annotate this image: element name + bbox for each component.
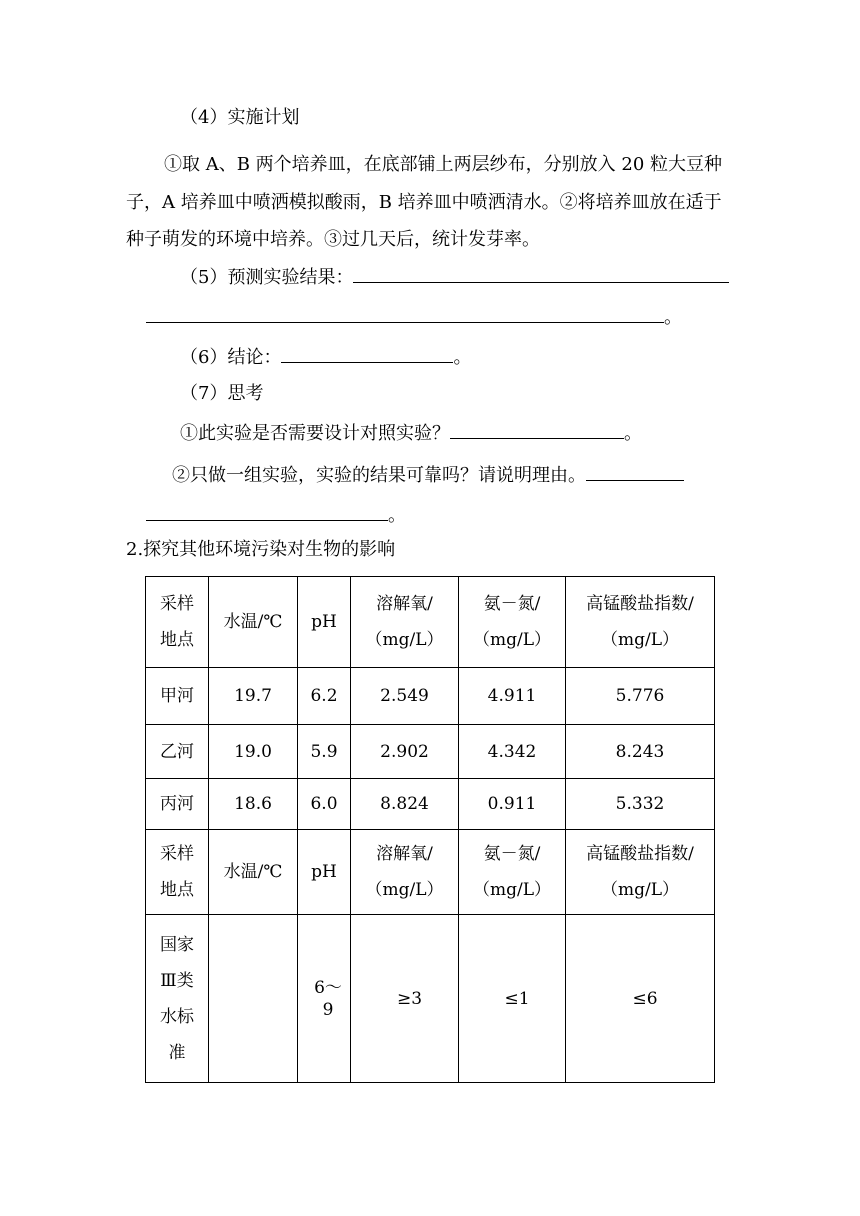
header2-temp: 水温/℃: [209, 830, 298, 915]
section-5-line: [180, 264, 729, 290]
question-2-end: 。: [388, 505, 406, 526]
cell-kmn: 5.332: [566, 779, 715, 830]
cell-do: 2.549: [351, 668, 459, 725]
cell-temp: 18.6: [209, 779, 298, 830]
cell-ph: 6.2: [298, 668, 351, 725]
question-1-line: [180, 420, 642, 446]
answer-blank-5a[interactable]: [353, 264, 729, 283]
section-4-steps: ①取 A、B 两个培养皿，在底部铺上两层纱布，分别放入 20 粒大豆种子，A 培养皿中喷洒模拟酸雨，B 培养皿中喷洒清水。②将培养皿放在适于种子萌发的环境中培养。③过几天后，统计发芽率。: [126, 154, 723, 250]
section-4-title: （4）实施计划: [180, 107, 300, 128]
cell-temp: 19.7: [209, 668, 298, 725]
cell-site: 丙河: [146, 779, 209, 830]
question-1-end: 。: [624, 423, 642, 444]
section-5-label: （5）预测实验结果：: [180, 267, 354, 288]
cell-site: 乙河: [146, 725, 209, 779]
cell-kmn: 8.243: [566, 725, 715, 779]
cell-site: 甲河: [146, 668, 209, 725]
header-ammonia-nitrogen: 氨－氮/ （mg/L）: [459, 577, 566, 668]
cell-ph: 6.0: [298, 779, 351, 830]
header-permanganate-index: 高锰酸盐指数/ （mg/L）: [566, 577, 715, 668]
standard-do: ≥3: [351, 915, 459, 1083]
header-dissolved-oxygen: 溶解氧/ （mg/L）: [351, 577, 459, 668]
standard-temp: [209, 915, 298, 1083]
header2-site: 采样 地点: [146, 830, 209, 915]
header2-ph: pH: [298, 830, 351, 915]
table-row: [146, 668, 715, 725]
answer-blank-6[interactable]: [281, 344, 453, 363]
question-1-text: ①此实验是否需要设计对照实验？: [180, 423, 450, 444]
header2-permanganate-index: 高锰酸盐指数/ （mg/L）: [566, 830, 715, 915]
cell-nh: 0.911: [459, 779, 566, 830]
answer-blank-q2b[interactable]: [146, 502, 388, 521]
section-5-end: 。: [664, 307, 682, 328]
cell-nh: 4.342: [459, 725, 566, 779]
cell-nh: 4.911: [459, 668, 566, 725]
answer-blank-q1[interactable]: [450, 420, 624, 439]
section-7-title: （7）思考: [180, 383, 264, 404]
table-row: [146, 725, 715, 779]
standard-site: 国家 Ⅲ类 水标 准: [146, 915, 209, 1083]
header-site: 采样 地点: [146, 577, 209, 668]
standard-nh: ≤1: [459, 915, 566, 1083]
section-6-line: [180, 344, 471, 370]
section-6-end: 。: [453, 347, 472, 368]
table-standard-row: [146, 915, 715, 1083]
water-quality-table: [145, 576, 715, 1083]
standard-kmn: ≤6: [566, 915, 715, 1083]
table-header-row: [146, 577, 715, 668]
header2-ammonia-nitrogen: 氨－氮/ （mg/L）: [459, 830, 566, 915]
cell-ph: 5.9: [298, 725, 351, 779]
question-2-continuation: [146, 502, 406, 528]
answer-blank-q2a[interactable]: [586, 462, 684, 481]
cell-do: 8.824: [351, 779, 459, 830]
table-row: [146, 779, 715, 830]
standard-ph: 6～ 9: [298, 915, 351, 1083]
cell-temp: 19.0: [209, 725, 298, 779]
header-ph: pH: [298, 577, 351, 668]
question-2-line: [172, 462, 684, 488]
header2-dissolved-oxygen: 溶解氧/ （mg/L）: [351, 830, 459, 915]
cell-kmn: 5.776: [566, 668, 715, 725]
question-2-text: ②只做一组实验，实验的结果可靠吗？请说明理由。: [172, 465, 586, 486]
answer-blank-5b[interactable]: [146, 304, 664, 323]
section-2-heading: 2.探究其他环境污染对生物的影响: [126, 539, 396, 560]
table-header-row-2: [146, 830, 715, 915]
section-6-label: （6）结论：: [180, 347, 282, 368]
section-5-continuation: [146, 304, 682, 330]
header-temp: 水温/℃: [209, 577, 298, 668]
cell-do: 2.902: [351, 725, 459, 779]
